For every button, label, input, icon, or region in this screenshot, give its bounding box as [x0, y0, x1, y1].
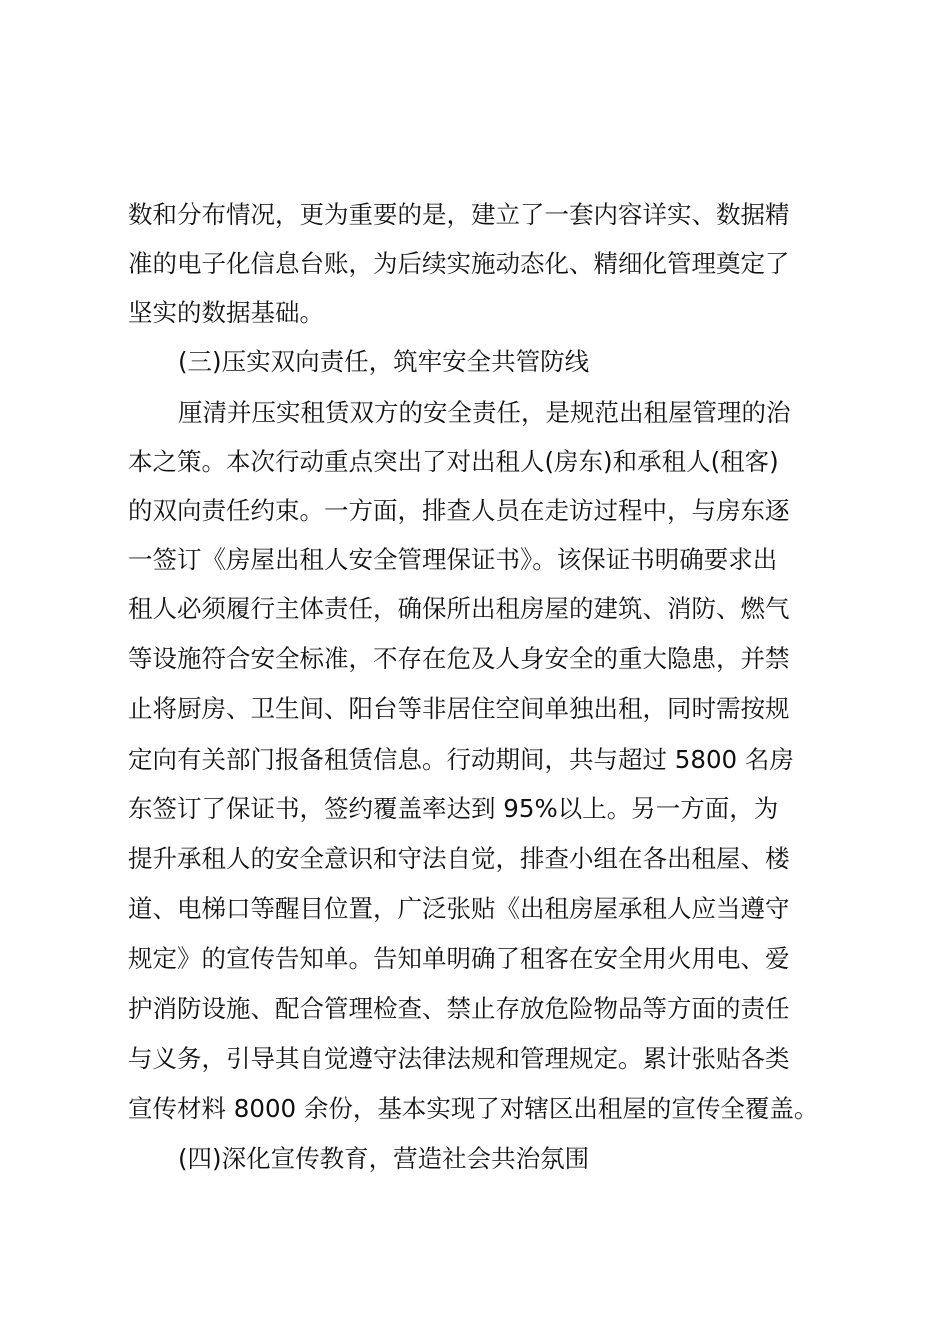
- paragraph-line: 本之策。本次行动重点突出了对出租人(房东)和承租人(租客): [128, 447, 779, 476]
- section-heading: (三)压实双向责任，筑牢安全共管防线: [178, 347, 590, 376]
- paragraph-line: 东签订了保证书，签约覆盖率达到 95%以上。另一方面，为: [128, 794, 779, 823]
- paragraph-line: 一签订《房屋出租人安全管理保证书》。该保证书明确要求出: [128, 545, 778, 574]
- paragraph-line: 坚实的数据基础。: [128, 298, 324, 327]
- paragraph-line: 租人必须履行主体责任，确保所出租房屋的建筑、消防、燃气: [128, 594, 790, 623]
- paragraph-line: 止将厨房、卫生间、阳台等非居住空间单独出租，同时需按规: [128, 694, 790, 723]
- section-heading: (四)深化宣传教育，营造社会共治氛围: [178, 1144, 590, 1173]
- paragraph-line: 提升承租人的安全意识和守法自觉，排查小组在各出租屋、楼: [128, 844, 790, 873]
- paragraph-line: 与义务，引导其自觉遵守法律法规和管理规定。累计张贴各类: [128, 1044, 790, 1073]
- paragraph-line: 准的电子化信息台账，为后续实施动态化、精细化管理奠定了: [128, 249, 790, 278]
- paragraph-line: 的双向责任约束。一方面，排查人员在走访过程中，与房东逐: [128, 496, 790, 525]
- paragraph-line: 等设施符合安全标准，不存在危及人身安全的重大隐患，并禁: [128, 644, 790, 673]
- paragraph-line: 宣传材料 8000 余份，基本实现了对辖区出租屋的宣传全覆盖。: [128, 1094, 819, 1123]
- paragraph-line: 数和分布情况，更为重要的是，建立了一套内容详实、数据精: [128, 200, 790, 229]
- paragraph-line: 护消防设施、配合管理检查、禁止存放危险物品等方面的责任: [128, 994, 790, 1023]
- paragraph-line: 定向有关部门报备租赁信息。行动期间，共与超过 5800 名房: [128, 745, 794, 774]
- paragraph-line: 规定》的宣传告知单。告知单明确了租客在安全用火用电、爱: [128, 944, 790, 973]
- paragraph-line: 厘清并压实租赁双方的安全责任，是规范出租屋管理的治: [178, 398, 791, 427]
- paragraph-line: 道、电梯口等醒目位置，广泛张贴《出租房屋承租人应当遵守: [128, 894, 790, 923]
